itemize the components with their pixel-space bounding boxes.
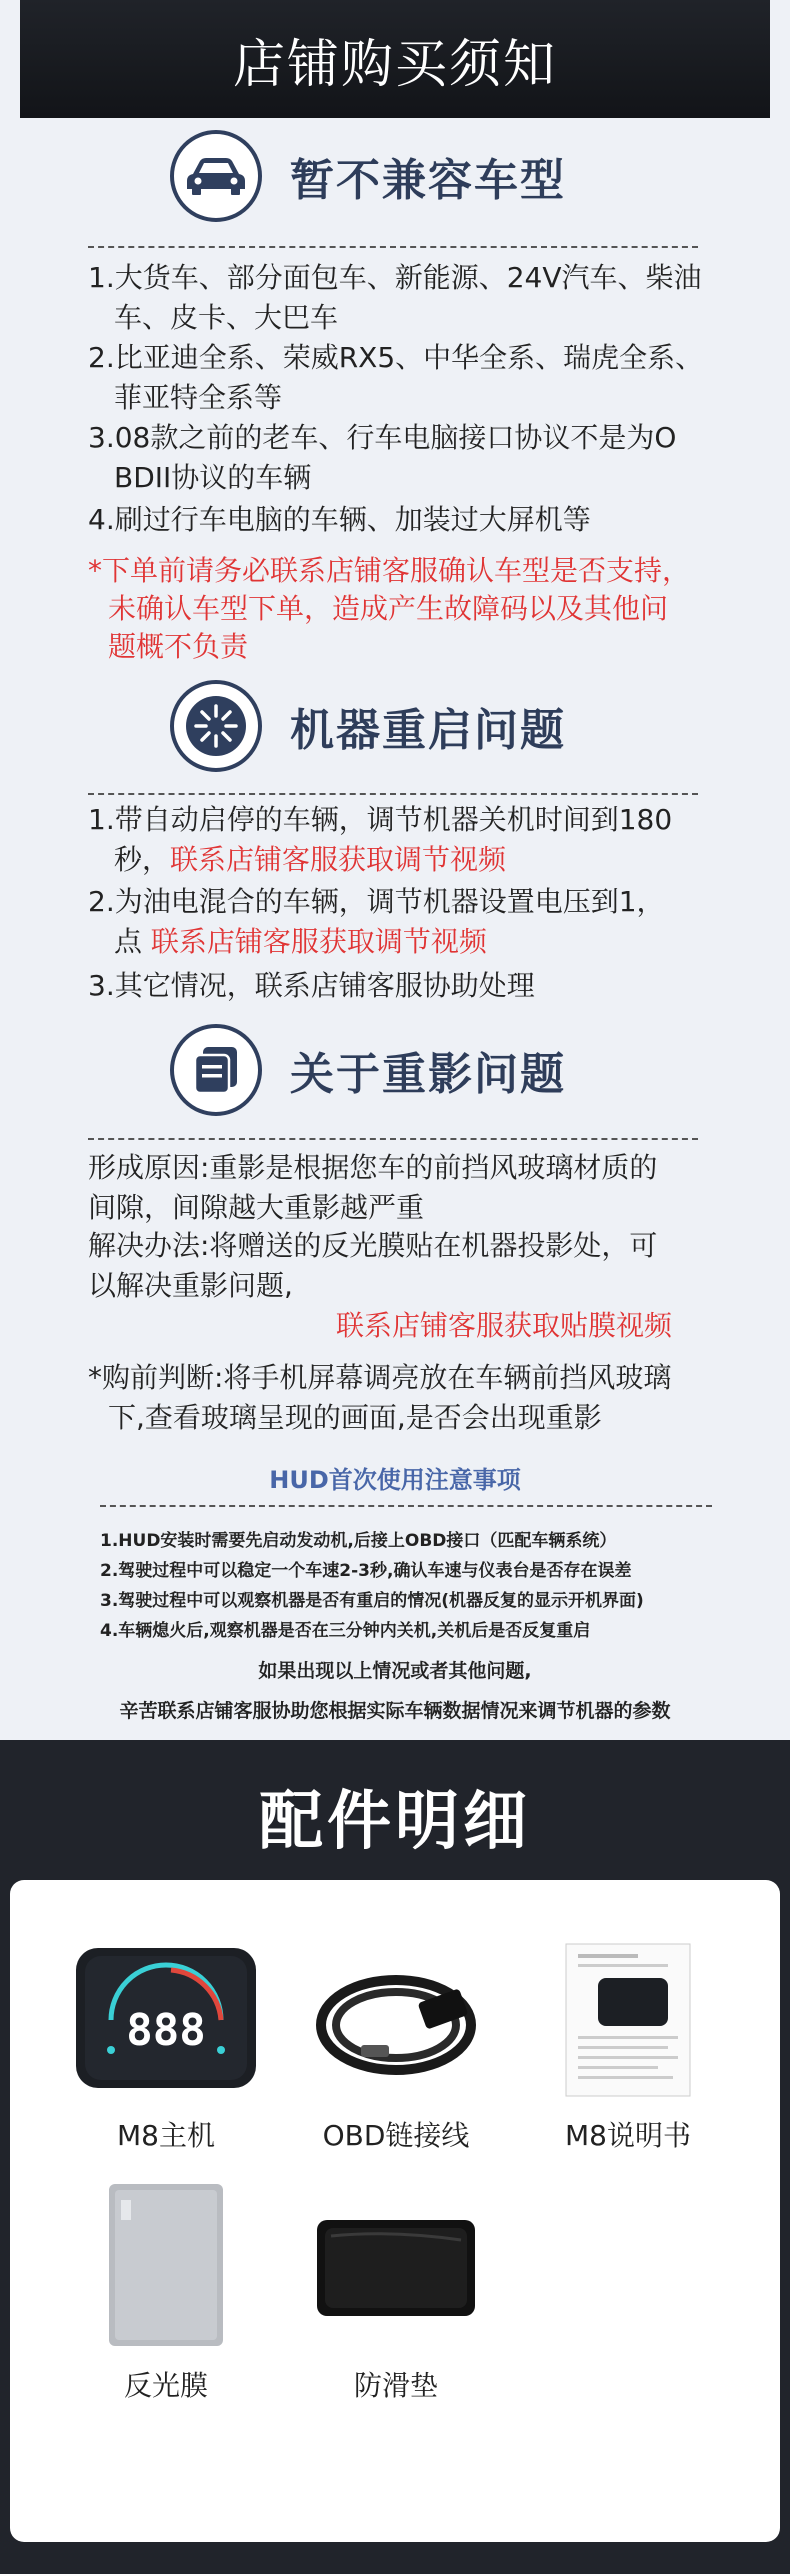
part-label: M8主机 [117,2119,215,2152]
hud-note-item: 4.车辆熄火后,观察机器是否在三分钟内关机,关机后是否反复重启 [100,1621,591,1641]
header-banner [20,0,770,118]
obd-cable-image [301,1940,491,2100]
reflective-film-image [101,2180,231,2350]
parts-title: 配件明细 [259,1785,531,1859]
divider [88,1138,698,1140]
section-restart-header [170,680,566,772]
divider [88,793,698,795]
anti-slip-mat-image [301,2180,491,2350]
restart-spinner-icon [170,680,262,772]
hud-note-item: 1.HUD安装时需要先启动发动机,后接上OBD接口（匹配车辆系统） [100,1531,617,1551]
section-ghosting-header [170,1024,566,1116]
list-item: 1.大货车、部分面包车、新能源、24V汽车、柴油 车、皮卡、大巴车 [88,261,702,334]
car-icon [170,130,262,222]
divider [88,246,698,248]
film-video-link[interactable]: 联系店铺客服获取贴膜视频 [336,1309,673,1342]
parts-card [10,1880,780,2542]
part-manual [518,1940,738,2154]
list-item: 1.带自动启停的车辆，调节机器关机时间到180 秒，联系店铺客服获取调节视频 [88,803,673,876]
svg-text:888: 888 [126,2005,206,2056]
part-label: M8说明书 [565,2119,691,2152]
ghosting-cause: 形成原因:重影是根据您车的前挡风玻璃材质的 间隙，间隙越大重影越严重 [88,1151,658,1224]
hud-notes-title: HUD首次使用注意事项 [269,1466,521,1494]
manual-image [558,1940,698,2100]
hud-note-item: 2.驾驶过程中可以稳定一个车速2-3秒,确认车速与仪表台是否存在误差 [100,1561,632,1581]
ghosting-fix: 解决办法:将赠送的反光膜贴在机器投影处，可 以解决重影问题, [88,1229,658,1302]
list-item: 4.刷过行车电脑的车辆、加装过大屏机等 [88,503,591,536]
part-reflective-film [56,2180,276,2404]
pre-check-note: *购前判断:将手机屏幕调亮放在车辆前挡风玻璃 下,查看玻璃呈现的画面,是否会出现重影 [88,1361,672,1434]
part-label: 反光膜 [123,2369,208,2402]
page-title: 店铺购买须知 [232,34,557,95]
divider [100,1505,712,1507]
part-anti-slip-mat [286,2180,506,2404]
section-title: 机器重启问题 [290,705,566,756]
hud-footer-line: 辛苦联系店铺客服协助您根据实际车辆数据情况来调节机器的参数 [119,1700,671,1722]
list-item: 3.08款之前的老车、行车电脑接口协议不是为O BDII协议的车辆 [88,421,677,494]
list-item: 2.为油电混合的车辆，调节机器设置电压到1， 点 联系店铺客服获取调节视频 [88,885,665,958]
part-label: 防滑垫 [353,2369,438,2402]
contact-link[interactable]: 联系店铺客服获取调节视频 [150,925,487,958]
part-label: OBD链接线 [322,2119,470,2152]
warning-note: *下单前请务必联系店铺客服确认车型是否支持， 未确认车型下单，造成产生故障码以及其他问 题概不负责 [88,554,691,663]
hud-note-item: 3.驾驶过程中可以观察机器是否有重启的情况(机器反复的显示开机界面) [100,1591,644,1611]
section-title: 关于重影问题 [290,1049,566,1100]
hud-footer-line: 如果出现以上情况或者其他问题, [258,1660,532,1682]
part-obd-cable [286,1940,506,2154]
contact-link[interactable]: 联系店铺客服获取调节视频 [170,843,507,876]
part-m8-unit [56,1940,276,2154]
hud-device-image [71,1940,261,2100]
document-stack-icon [170,1024,262,1116]
list-item: 3.其它情况，联系店铺客服协助处理 [88,969,535,1002]
section-incompatible-header [170,130,566,222]
section-title: 暂不兼容车型 [290,155,566,206]
list-item: 2.比亚迪全系、荣威RX5、中华全系、瑞虎全系、 菲亚特全系等 [88,341,704,414]
